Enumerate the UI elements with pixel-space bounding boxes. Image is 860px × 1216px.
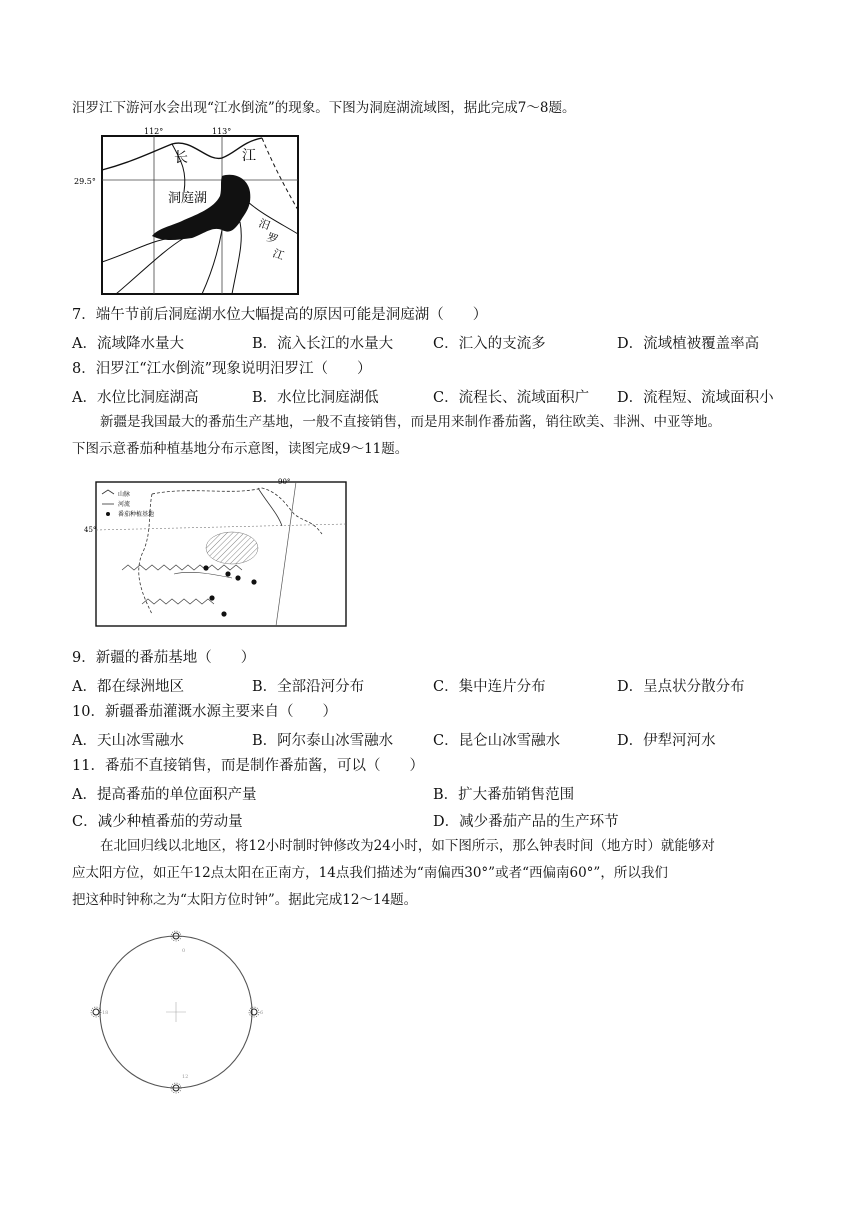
river-south (202, 230, 222, 294)
tomato-base (251, 579, 256, 584)
province-boundary (262, 138, 298, 210)
label-dongting: 洞庭湖 (168, 191, 208, 206)
q9-option-d[interactable]: D．呈点状分散分布 (617, 679, 745, 695)
legend-base-symbol (106, 512, 110, 516)
question-8-stem: 8．汨罗江“江水倒流”现象说明汨罗江（ ） (72, 361, 372, 377)
dongting-lake (152, 175, 250, 240)
sun-icon (91, 1007, 101, 1017)
tianshan-mountains (122, 565, 242, 570)
question-10-stem: 10．新疆番茄灌溉水源主要来自（ ） (72, 704, 337, 720)
clock-label-0: 0 (182, 948, 186, 954)
legend-mountain-symbol (102, 490, 114, 494)
lon-label-113: 113° (212, 127, 232, 136)
meridian-90 (276, 482, 296, 626)
q8-option-b[interactable]: B．水位比洞庭湖低 (252, 390, 379, 406)
label-chang: 长 (174, 150, 188, 166)
q11-option-b[interactable]: B．扩大番茄销售范围 (433, 787, 575, 803)
parallel-45 (96, 524, 346, 530)
q9-option-c[interactable]: C．集中连片分布 (433, 679, 546, 695)
intro-clock-line1: 在北回归线以北地区，将12小时制时钟修改为24小时，如下图所示，那么钟表时间（地方时）就能够对 (100, 838, 715, 854)
legend-base: 番茄种植基地 (118, 511, 155, 518)
question-7-options (72, 332, 792, 352)
map2-legend (102, 490, 154, 518)
label-jiang: 江 (242, 148, 256, 164)
q9-option-a[interactable]: A．都在绿洲地区 (72, 679, 184, 695)
label-mi: 汨 (256, 216, 272, 233)
border-north (152, 488, 322, 534)
zi-river (116, 238, 184, 294)
junggar-basin (206, 532, 258, 564)
q7-option-a[interactable]: A．流域降水量大 (72, 336, 184, 352)
lon-label-90: 90° (278, 478, 291, 486)
question-9-stem: 9．新疆的番茄基地（ ） (72, 650, 256, 666)
dongting-basin-map (72, 122, 312, 300)
xinjiang-tomato-map (82, 474, 352, 630)
question-11-stem: 11．番茄不直接销售，而是制作番茄酱，可以（ ） (72, 758, 424, 774)
solar-azimuth-clock (88, 926, 268, 1096)
q8-option-d[interactable]: D．流程短、流域面积小 (617, 390, 774, 406)
intro-xinjiang-line1: 新疆是我国最大的番茄生产基地，一般不直接销售，而是用来制作番茄酱，销往欧美、非洲、中亚等地。 (100, 414, 721, 430)
q7-option-c[interactable]: C．汇入的支流多 (433, 336, 546, 352)
intro-clock-line2: 应太阳方位，如正午12点太阳在正南方，14点我们描述为“南偏西30°”或者“西偏南60°”，所以我们 (72, 865, 668, 881)
question-11-options-row2 (72, 810, 792, 830)
legend-mountain: 山脉 (118, 491, 131, 498)
q11-option-a[interactable]: A．提高番茄的单位面积产量 (72, 787, 257, 803)
question-7-stem: 7．端午节前后洞庭湖水位大幅提高的原因可能是洞庭湖（ ） (72, 307, 488, 323)
question-11-options-row1 (72, 783, 792, 803)
xiang-river (232, 222, 241, 294)
irtysh-river (258, 488, 282, 526)
q7-option-b[interactable]: B．流入长江的水量大 (252, 336, 394, 352)
clock-label-12: 12 (182, 1074, 189, 1080)
q11-option-d[interactable]: D．减少番茄产品的生产环节 (433, 814, 619, 830)
river-a (174, 572, 232, 578)
q8-option-c[interactable]: C．流程长、流域面积广 (433, 390, 590, 406)
lat-label: 29.5° (74, 177, 96, 186)
miluo-river (248, 202, 298, 234)
q10-option-b[interactable]: B．阿尔泰山冰雪融水 (252, 733, 394, 749)
label-luo: 罗 (264, 230, 280, 247)
tomato-base (221, 611, 226, 616)
intro-xinjiang-line2: 下图示意番茄种植基地分布示意图，读图完成9～11题。 (72, 441, 409, 457)
question-10-options (72, 729, 792, 749)
legend-river: 河流 (118, 501, 131, 508)
q10-option-d[interactable]: D．伊犁河河水 (617, 733, 716, 749)
tomato-base (209, 595, 214, 600)
tomato-base (203, 565, 208, 570)
question-9-options (72, 675, 792, 695)
intro-clock-line3: 把这种时钟称之为“太阳方位时钟”。据此完成12～14题。 (72, 892, 418, 908)
q11-option-c[interactable]: C．减少种植番茄的劳动量 (72, 814, 243, 830)
clock-label-6: 6 (260, 1010, 264, 1016)
question-8-options (72, 386, 792, 406)
tomato-base (225, 571, 230, 576)
lat-label-45: 45° (84, 526, 97, 534)
tomato-base (235, 575, 240, 580)
intro-dongting: 汨罗江下游河水会出现“江水倒流”的现象。下图为洞庭湖流域图，据此完成7～8题。 (72, 100, 576, 116)
label-jiang-2: 江 (270, 246, 286, 263)
yuan-river (102, 238, 172, 262)
q7-option-d[interactable]: D．流域植被覆盖率高 (617, 336, 760, 352)
q10-option-c[interactable]: C．昆仑山冰雪融水 (433, 733, 561, 749)
southern-mountains (142, 599, 214, 604)
lon-label-112: 112° (144, 127, 164, 136)
q9-option-b[interactable]: B．全部沿河分布 (252, 679, 365, 695)
q8-option-a[interactable]: A．水位比洞庭湖高 (72, 390, 199, 406)
q10-option-a[interactable]: A．天山冰雪融水 (72, 733, 184, 749)
sun-icon (249, 1007, 259, 1017)
clock-label-18: 18 (102, 1010, 109, 1016)
